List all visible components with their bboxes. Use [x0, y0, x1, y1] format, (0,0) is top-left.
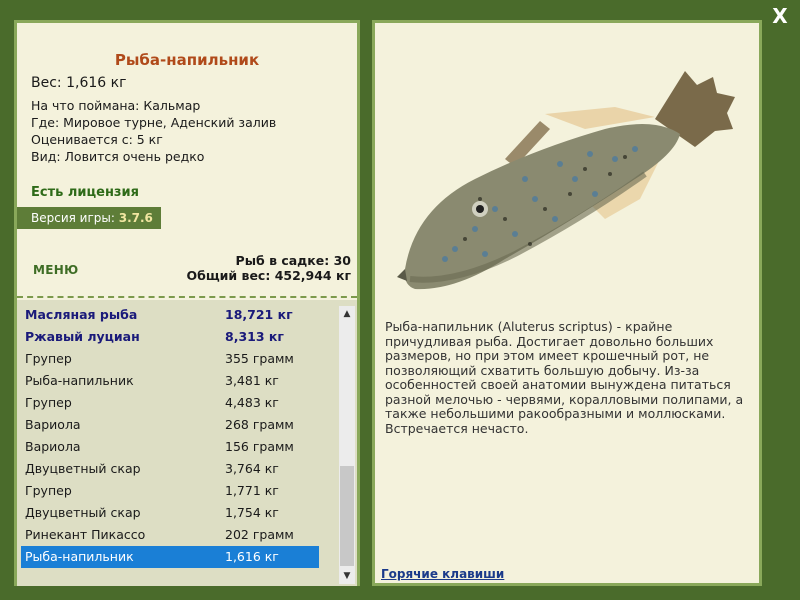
fish-bait: На что поймана: Кальмар	[31, 98, 201, 113]
catch-row[interactable]	[21, 348, 319, 370]
catch-fish-weight: 202 грамм	[225, 527, 294, 542]
catch-fish-name: Групер	[25, 483, 72, 498]
scrollbar-thumb[interactable]	[340, 466, 354, 566]
cage-count: Рыб в садке: 30	[235, 253, 351, 268]
catch-fish-weight: 1,754 кг	[225, 505, 279, 520]
scrollbar[interactable]	[339, 306, 355, 584]
version-value: 3.7.6	[118, 211, 153, 225]
catch-row[interactable]	[21, 392, 319, 414]
dashed-divider	[17, 296, 357, 298]
catch-fish-weight: 268 грамм	[225, 417, 294, 432]
catch-fish-weight: 1,616 кг	[225, 549, 279, 564]
catch-fish-weight: 1,771 кг	[225, 483, 279, 498]
fish-details-section	[17, 23, 357, 298]
catch-fish-weight: 4,483 кг	[225, 395, 279, 410]
catch-fish-name: Двуцветный скар	[25, 461, 141, 476]
catch-fish-weight: 156 грамм	[225, 439, 294, 454]
scroll-down-arrow-icon[interactable]: ▼	[343, 571, 351, 581]
catch-fish-weight: 355 грамм	[225, 351, 294, 366]
fish-description-panel	[372, 20, 762, 586]
catch-row[interactable]	[21, 480, 319, 502]
catch-row[interactable]	[21, 458, 319, 480]
menu-button[interactable]: МЕНЮ	[33, 263, 79, 277]
catch-row[interactable]	[21, 304, 319, 326]
catch-row[interactable]	[21, 370, 319, 392]
filefish-image	[385, 59, 745, 299]
fish-weight: Вес: 1,616 кг	[31, 75, 127, 91]
fish-location: Где: Мировое турне, Аденский залив	[31, 115, 277, 130]
catch-fish-weight: 3,764 кг	[225, 461, 279, 476]
fish-description: Рыба-напильник (Aluterus scriptus) - крайне причудливая рыба. Достигает довольно больших размеров, но при этом имеет крошечный рот, не позволяющий схватить большую добычу. Из-за особенностей своей анатомии вынуждена питаться разной мелочью - червями, коралловыми полипами, а также небольшими ракообразными и моллюсками. Встречается нечасто.	[385, 319, 744, 436]
catch-fish-name: Масляная рыба	[25, 307, 138, 322]
catch-fish-name: Двуцветный скар	[25, 505, 141, 520]
scroll-up-arrow-icon[interactable]: ▲	[343, 309, 351, 319]
license-status: Есть лицензия	[31, 185, 139, 200]
fish-rated-from: Оценивается с: 5 кг	[31, 132, 163, 147]
catch-fish-weight: 8,313 кг	[225, 329, 284, 344]
fish-title: Рыба-напильник	[114, 51, 260, 69]
version-label: Версия игры:	[31, 211, 115, 225]
catch-row[interactable]	[21, 502, 319, 524]
catch-row[interactable]	[21, 546, 319, 568]
catch-fish-name: Вариола	[25, 439, 81, 454]
catch-fish-name: Групер	[25, 351, 72, 366]
catch-row[interactable]	[21, 414, 319, 436]
hotkeys-link[interactable]: Горячие клавиши	[381, 567, 505, 581]
catch-row[interactable]	[21, 326, 319, 348]
fish-info-panel	[14, 20, 360, 586]
fish-rarity: Вид: Ловится очень редко	[31, 149, 205, 164]
catch-fish-name: Рыба-напильник	[25, 373, 134, 388]
catch-row[interactable]	[21, 524, 319, 546]
fish-details	[31, 97, 276, 165]
catch-list[interactable]	[17, 300, 357, 586]
catch-fish-name: Ржавый луциан	[25, 329, 140, 344]
catch-fish-name: Вариола	[25, 417, 81, 432]
cage-total-weight: Общий вес: 452,944 кг	[186, 268, 351, 283]
catch-fish-weight: 18,721 кг	[225, 307, 293, 322]
catch-fish-name: Рыба-напильник	[25, 549, 134, 564]
catch-row[interactable]	[21, 436, 319, 458]
close-button[interactable]: X	[772, 4, 788, 28]
game-version	[17, 207, 161, 229]
catch-fish-name: Групер	[25, 395, 72, 410]
catch-fish-name: Ринекант Пикассо	[25, 527, 146, 542]
cage-stats	[187, 253, 352, 283]
catch-fish-weight: 3,481 кг	[225, 373, 279, 388]
